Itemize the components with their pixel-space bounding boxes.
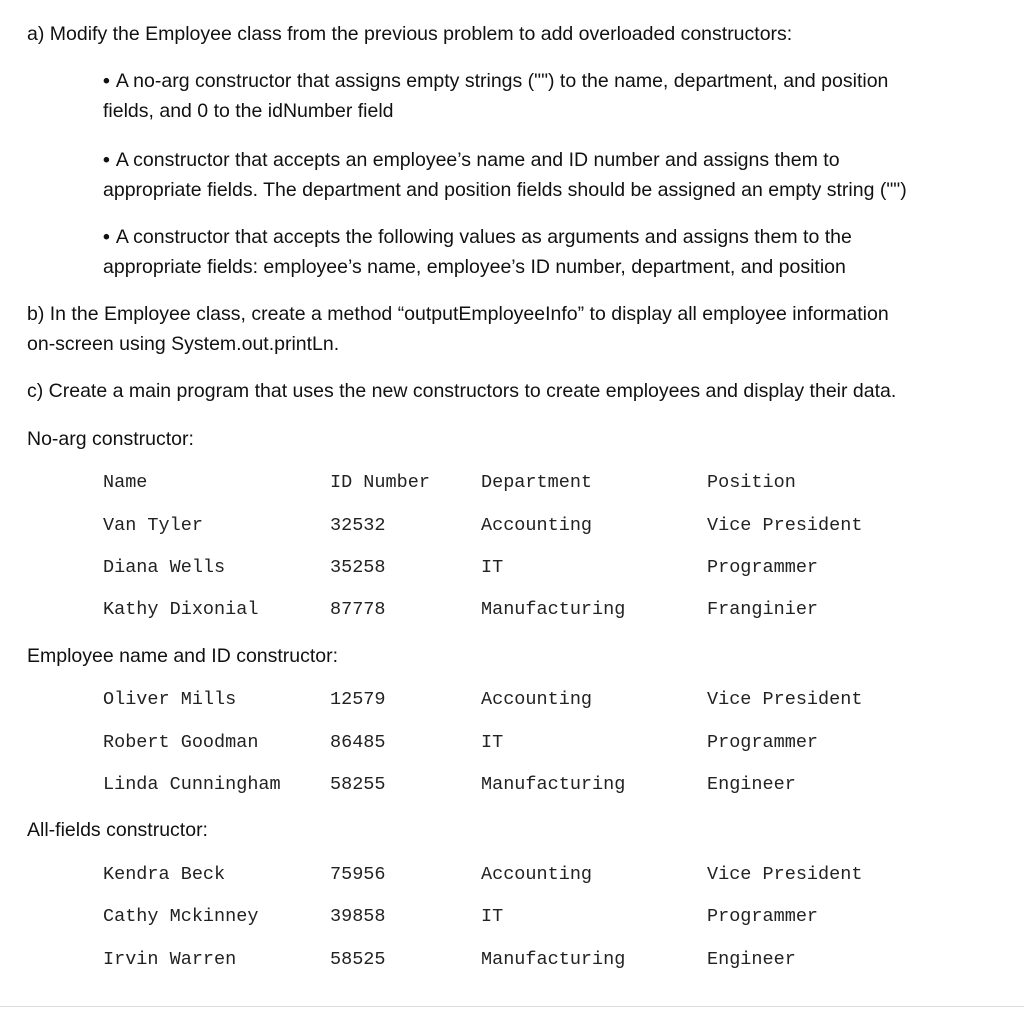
cell-name: Diana Wells xyxy=(103,557,226,578)
bullet-icon: • xyxy=(103,226,110,248)
cell-position: Programmer xyxy=(707,557,819,578)
cell-position: Vice President xyxy=(707,689,863,710)
cell-id-number: 87778 xyxy=(330,599,386,620)
cell-id-number: 58255 xyxy=(330,774,386,795)
part-c-text: c) Create a main program that uses the new constructors to create employees and display their data. xyxy=(27,380,897,402)
cell-position: Vice President xyxy=(707,515,863,536)
cell-position: Programmer xyxy=(707,732,819,753)
bullet-text-line2: fields, and 0 to the idNumber field xyxy=(103,100,394,122)
cell-department: Accounting xyxy=(481,515,593,536)
part-b-line2: on-screen using System.out.printLn. xyxy=(27,333,340,355)
cell-id-number: 86485 xyxy=(330,732,386,753)
cell-department: Accounting xyxy=(481,689,593,710)
cell-department: IT xyxy=(481,906,504,927)
cell-position: Engineer xyxy=(707,774,796,795)
bullet-item-all-fields xyxy=(103,222,1003,282)
cell-id-number: 12579 xyxy=(330,689,386,710)
bullet-icon: • xyxy=(103,149,110,171)
cell-department: Manufacturing xyxy=(481,599,626,620)
cell-name: Oliver Mills xyxy=(103,689,237,710)
cell-name: Van Tyler xyxy=(103,515,203,536)
cell-position: Programmer xyxy=(707,906,819,927)
cell-id-number: 58525 xyxy=(330,949,386,970)
cell-id-number: 35258 xyxy=(330,557,386,578)
bullet-text-line1: A constructor that accepts the following values as arguments and assigns them to the xyxy=(115,226,852,248)
part-b-line1: b) In the Employee class, create a method “outputEmployeeInfo” to display all employee information xyxy=(27,303,889,325)
part-a-intro: a) Modify the Employee class from the previous problem to add overloaded constructors: xyxy=(27,23,793,45)
cell-department: IT xyxy=(481,732,504,753)
bottom-divider xyxy=(0,1006,1024,1007)
cell-department: Manufacturing xyxy=(481,774,626,795)
bullet-icon: • xyxy=(103,70,110,92)
column-header-department: Department xyxy=(481,472,593,493)
bullet-text-line2: appropriate fields. The department and position fields should be assigned an empty string ("") xyxy=(103,179,907,201)
cell-department: IT xyxy=(481,557,504,578)
cell-position: Vice President xyxy=(707,864,863,885)
cell-name: Robert Goodman xyxy=(103,732,259,753)
column-header-position: Position xyxy=(707,472,796,493)
cell-name: Kathy Dixonial xyxy=(103,599,259,620)
cell-department: Manufacturing xyxy=(481,949,626,970)
cell-position: Engineer xyxy=(707,949,796,970)
cell-name: Linda Cunningham xyxy=(103,774,281,795)
column-header-id-number: ID Number xyxy=(330,472,430,493)
cell-id-number: 32532 xyxy=(330,515,386,536)
section-heading-no-arg: No-arg constructor: xyxy=(27,428,194,450)
bullet-text-line2: appropriate fields: employee’s name, employee’s ID number, department, and position xyxy=(103,256,846,278)
cell-position: Franginier xyxy=(707,599,819,620)
cell-id-number: 75956 xyxy=(330,864,386,885)
cell-department: Accounting xyxy=(481,864,593,885)
bullet-text-line1: A constructor that accepts an employee’s name and ID number and assigns them to xyxy=(115,149,840,171)
cell-id-number: 39858 xyxy=(330,906,386,927)
bullet-item-no-arg xyxy=(103,66,1003,126)
cell-name: Irvin Warren xyxy=(103,949,237,970)
cell-name: Kendra Beck xyxy=(103,864,226,885)
section-heading-all-fields: All-fields constructor: xyxy=(27,819,208,841)
bullet-item-name-id xyxy=(103,145,1003,205)
section-heading-name-id: Employee name and ID constructor: xyxy=(27,645,339,667)
cell-name: Cathy Mckinney xyxy=(103,906,259,927)
bullet-text-line1: A no-arg constructor that assigns empty strings ("") to the name, department, and position xyxy=(115,70,889,92)
column-header-name: Name xyxy=(103,472,148,493)
